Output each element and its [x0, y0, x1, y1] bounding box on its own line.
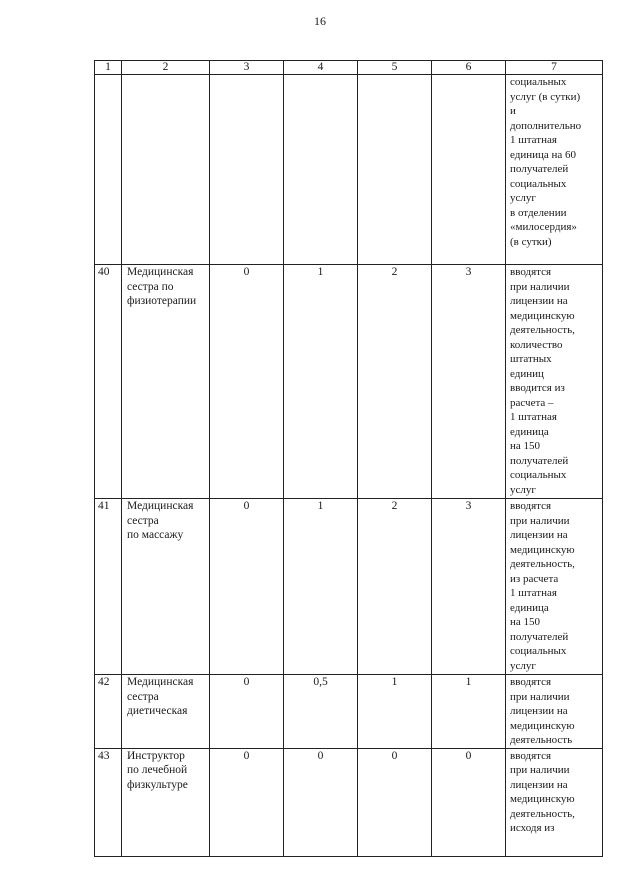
value-col-5: 1: [358, 675, 432, 749]
value-col-3: 0: [210, 499, 284, 675]
table-row: [95, 675, 603, 749]
position-name: Медицинская сестра по массажу: [122, 499, 210, 675]
header-col-4: 4: [284, 61, 358, 75]
value-col-5: 2: [358, 265, 432, 499]
row-number: 40: [95, 265, 122, 499]
staffing-table: [94, 60, 603, 857]
note-cell: вводятся при наличии лицензии на медицинскую деятельность, исходя из: [506, 748, 603, 856]
position-name: [122, 75, 210, 265]
value-col-5: [358, 75, 432, 265]
row-number: 43: [95, 748, 122, 856]
value-col-6: 0: [432, 748, 506, 856]
table-row: [95, 75, 603, 265]
note-cell: социальных услуг (в сутки) и дополнительно 1 штатная единица на 60 получателей социальных услуг в отделении «милосердия» (в сутки): [506, 75, 603, 265]
position-name: Инструктор по лечебной физкультуре: [122, 748, 210, 856]
value-col-3: [210, 75, 284, 265]
note-cell: вводятся при наличии лицензии на медицинскую деятельность, количество штатных единиц вводится из расчета – 1 штатная единица на 150 получателей социальных услуг: [506, 265, 603, 499]
header-col-5: 5: [358, 61, 432, 75]
value-col-4: 1: [284, 499, 358, 675]
table-row: [95, 265, 603, 499]
value-col-4: 0,5: [284, 675, 358, 749]
row-number: [95, 75, 122, 265]
header-col-2: 2: [122, 61, 210, 75]
value-col-5: 2: [358, 499, 432, 675]
header-col-6: 6: [432, 61, 506, 75]
value-col-6: 3: [432, 499, 506, 675]
value-col-3: 0: [210, 265, 284, 499]
value-col-4: 0: [284, 748, 358, 856]
value-col-4: [284, 75, 358, 265]
position-name: Медицинская сестра диетическая: [122, 675, 210, 749]
table-row: [95, 499, 603, 675]
header-col-7: 7: [506, 61, 603, 75]
value-col-4: 1: [284, 265, 358, 499]
page-number: 16: [314, 14, 326, 28]
value-col-3: 0: [210, 748, 284, 856]
value-col-6: [432, 75, 506, 265]
note-cell: вводятся при наличии лицензии на медицинскую деятельность: [506, 675, 603, 749]
row-number: 41: [95, 499, 122, 675]
value-col-6: 3: [432, 265, 506, 499]
value-col-6: 1: [432, 675, 506, 749]
row-number: 42: [95, 675, 122, 749]
note-cell: вводятся при наличии лицензии на медицинскую деятельность, из расчета 1 штатная единица на 150 получателей социальных услуг: [506, 499, 603, 675]
value-col-3: 0: [210, 675, 284, 749]
value-col-5: 0: [358, 748, 432, 856]
header-col-1: 1: [95, 61, 122, 75]
header-row: [95, 61, 603, 75]
table-row: [95, 748, 603, 856]
position-name: Медицинская сестра по физиотерапии: [122, 265, 210, 499]
header-col-3: 3: [210, 61, 284, 75]
